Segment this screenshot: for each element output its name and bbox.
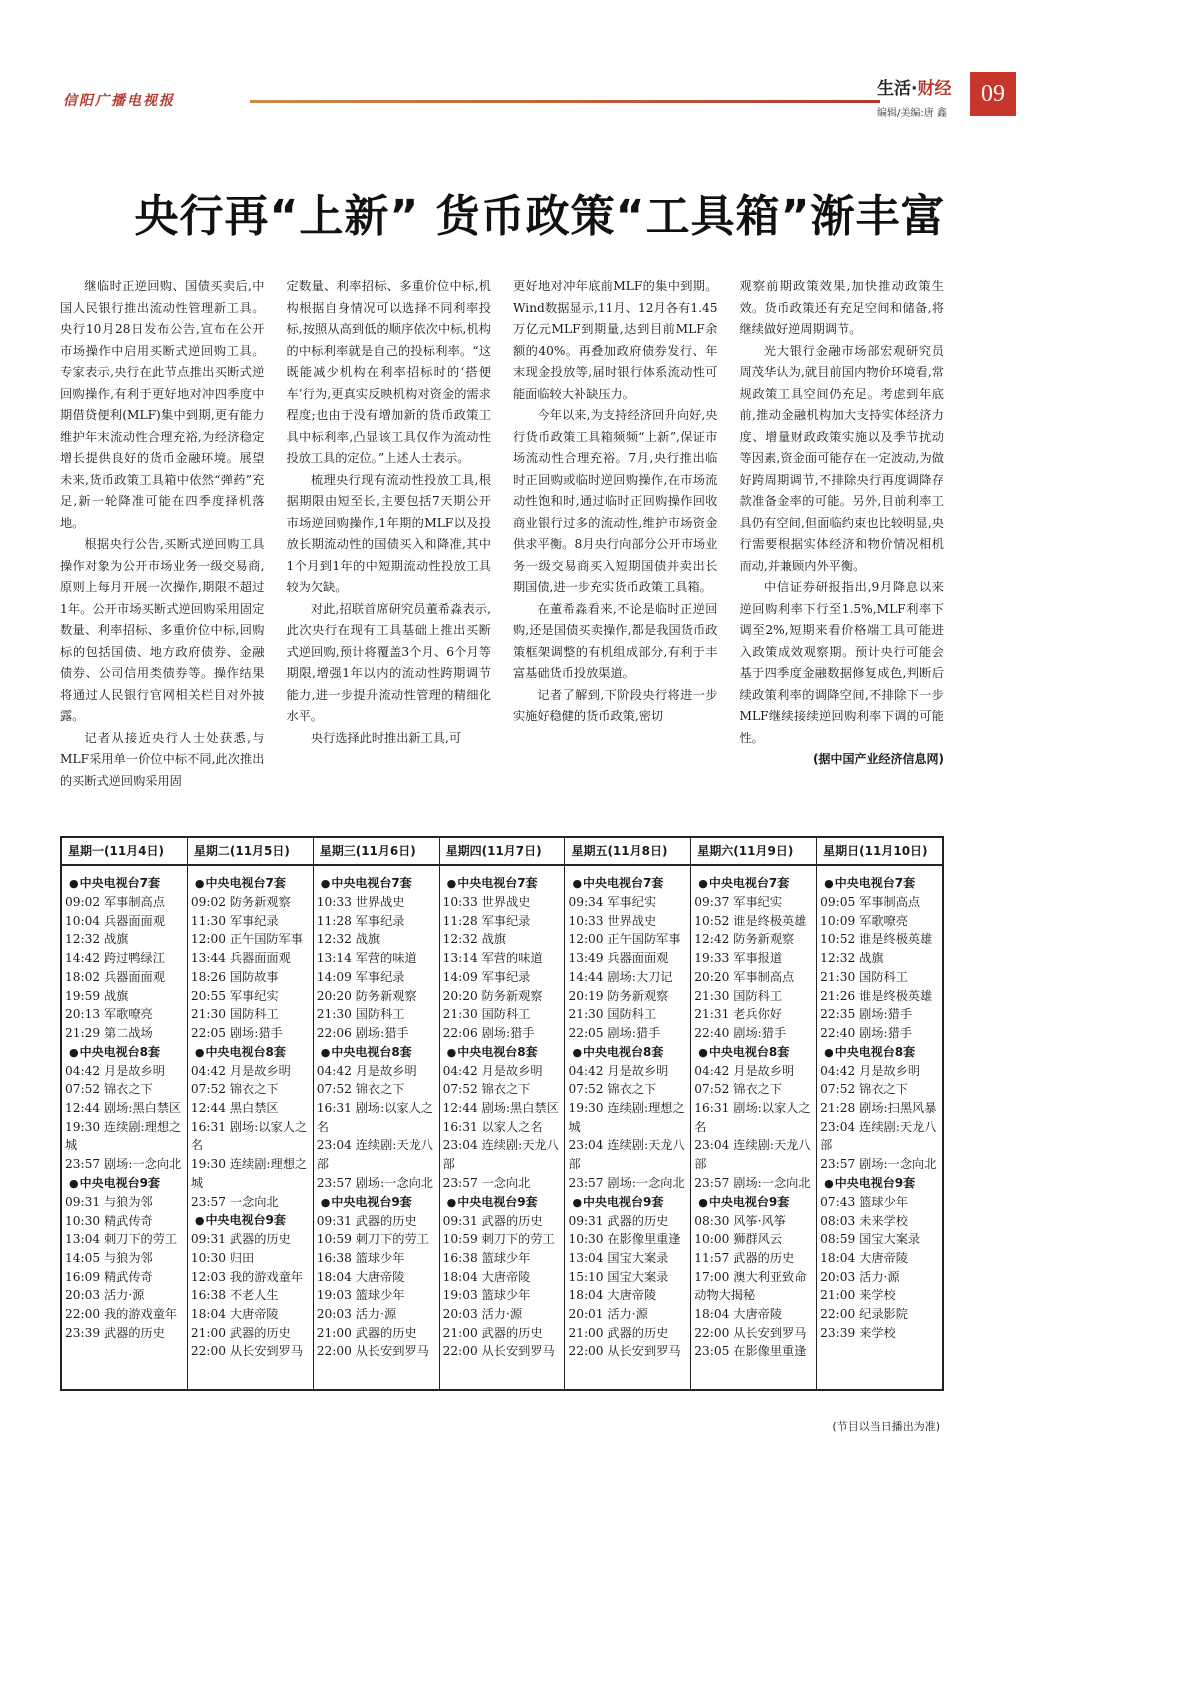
program-entry: 23:57 剧场:一念向北 <box>820 1157 937 1172</box>
article-column <box>287 276 492 792</box>
bullet-icon: ● <box>320 1195 331 1209</box>
channel-label: 中央电视台9套 <box>457 1194 538 1209</box>
program-entry: 09:31 武器的历史 <box>568 1213 669 1228</box>
channel-name <box>65 1043 185 1062</box>
program-entry: 21:30 国防科工 <box>442 1007 531 1022</box>
channel-name <box>317 1043 437 1062</box>
program-entry: 16:31 以家人之名 <box>442 1119 543 1134</box>
schedule-day <box>565 838 691 1389</box>
program-entry: 18:04 大唐帝陵 <box>190 1307 279 1322</box>
program-entry: 23:57 剧场:一念向北 <box>316 1175 433 1190</box>
program-entry: 07:43 篮球少年 <box>820 1194 908 1209</box>
bullet-icon: ● <box>446 1195 457 1209</box>
program-entry: 10:52 谁是终极英雄 <box>820 932 933 947</box>
program-entry: 19:59 战旗 <box>65 988 129 1003</box>
masthead-rule <box>250 100 880 103</box>
channel-label: 中央电视台7套 <box>205 876 286 890</box>
section-accent: 财经 <box>917 79 952 99</box>
program-entry: 08:59 国宝大案录 <box>820 1232 921 1247</box>
schedule-day <box>314 838 440 1389</box>
program-entry: 17:00 澳大利亚致命动物大揭秘 <box>694 1269 807 1303</box>
channel-name <box>694 874 814 893</box>
program-entry: 07:52 锦衣之下 <box>820 1082 908 1097</box>
program-entry: 10:09 军歌嘹亮 <box>820 913 908 928</box>
program-entry: 23:39 来学校 <box>820 1325 896 1340</box>
program-entry: 20:13 军歌嘹亮 <box>65 1007 153 1022</box>
program-entry: 23:04 连续剧:天龙八部 <box>442 1138 559 1172</box>
program-entry: 10:59 刺刀下的劳工 <box>442 1232 555 1247</box>
channel-name <box>568 1043 688 1062</box>
program-entry: 21:30 国防科工 <box>190 1007 279 1022</box>
bullet-icon: ● <box>320 1045 331 1059</box>
program-entry: 21:30 国防科工 <box>694 988 783 1003</box>
program-entry: 23:04 连续剧:天龙八部 <box>316 1138 433 1172</box>
program-entry: 22:40 剧场:猎手 <box>820 1025 913 1040</box>
headline: 央行再“上新” 货币政策“工具箱”渐丰富 <box>134 191 946 242</box>
program-entry: 20:20 防务新观察 <box>442 988 543 1003</box>
program-entry: 22:35 剧场:猎手 <box>820 1007 913 1022</box>
program-entry: 12:32 战旗 <box>316 932 381 947</box>
program-entry: 09:05 军事制高点 <box>820 895 921 909</box>
channel-name <box>820 1174 940 1193</box>
channel-label: 中央电视台9套 <box>583 1194 664 1209</box>
paper-name: 信阳广播电视报 <box>63 93 175 109</box>
program-entry: 08:03 未来学校 <box>820 1213 908 1228</box>
bullet-icon: ● <box>698 877 708 890</box>
program-entry: 09:02 防务新观察 <box>190 895 291 909</box>
article-paragraph: 记者了解到,下阶段央行将进一步实施好稳健的货币政策,密切 <box>513 687 718 723</box>
program-entry: 20:03 活力·源 <box>820 1269 900 1284</box>
article-column <box>513 276 718 792</box>
article-paragraph: 观察前期政策效果,加快推动政策生效。货币政策还有充足空间和储备,将继续做好逆周期调节。 <box>739 279 944 336</box>
bullet-icon: ● <box>69 1045 79 1059</box>
program-entry: 21:29 第二战场 <box>65 1025 153 1040</box>
program-entry: 19:30 连续剧:理想之城 <box>190 1157 308 1190</box>
program-entry: 12:32 战旗 <box>820 951 884 966</box>
bullet-icon: ● <box>824 1176 834 1190</box>
bullet-icon: ● <box>824 877 834 890</box>
channel-label: 中央电视台8套 <box>79 1044 160 1059</box>
channel-name <box>191 874 311 893</box>
program-entry: 04:42 月是故乡明 <box>190 1063 291 1078</box>
bullet-icon: ● <box>194 877 205 890</box>
program-entry: 04:42 月是故乡明 <box>568 1063 669 1078</box>
program-entry: 22:00 从长安到罗马 <box>190 1344 303 1359</box>
schedule-note: (节目以当日播出为准) <box>832 1420 940 1433</box>
program-entry: 13:04 国宝大案录 <box>568 1250 669 1265</box>
program-entry: 20:03 活力·源 <box>65 1288 145 1303</box>
day-listing <box>817 866 942 1342</box>
channel-name <box>191 1211 311 1230</box>
program-entry: 15:10 国宝大案录 <box>568 1269 669 1284</box>
program-entry: 04:42 月是故乡明 <box>820 1063 921 1078</box>
program-entry: 12:00 正午国防军事 <box>190 932 303 947</box>
channel-label: 中央电视台7套 <box>457 876 538 890</box>
article-paragraph: 根据央行公告,买断式逆回购工具操作对象为公开市场业务一级交易商,原则上每月开展一次操作,期限不超过1年。公开市场买断式逆回购采用固定数量、利率招标、多重价位中标,回购标的包括国债、地方政府债券、金融债券、公司信用类债券等。操作结果将通过人民银行官网相关栏目对外披露。 <box>60 537 265 723</box>
day-header: 星期五(11月8日) <box>565 838 690 866</box>
program-entry: 13:44 兵器面面观 <box>190 951 291 966</box>
program-entry: 23:05 在影像里重逢 <box>694 1344 807 1359</box>
channel-label: 中央电视台7套 <box>79 876 160 890</box>
program-entry: 23:57 剧场:一念向北 <box>65 1157 182 1172</box>
program-entry: 10:59 刺刀下的劳工 <box>316 1232 429 1247</box>
channel-name <box>568 874 688 893</box>
bullet-icon: ● <box>572 1045 583 1059</box>
program-entry: 21:26 谁是终极英雄 <box>820 988 933 1003</box>
day-header: 星期一(11月4日) <box>62 838 187 866</box>
day-listing <box>314 866 439 1361</box>
program-entry: 23:57 一念向北 <box>190 1194 279 1209</box>
program-entry: 11:28 军事纪录 <box>442 913 531 928</box>
program-entry: 23:39 武器的历史 <box>65 1325 165 1340</box>
bullet-icon: ● <box>446 877 457 890</box>
channel-name <box>317 1193 437 1212</box>
day-header: 星期日(11月10日) <box>817 838 942 866</box>
bullet-icon: ● <box>698 1195 708 1209</box>
program-entry: 21:00 武器的历史 <box>316 1325 417 1340</box>
channel-name <box>191 1043 311 1062</box>
program-entry: 20:03 活力·源 <box>316 1307 397 1322</box>
channel-label: 中央电视台9套 <box>708 1194 790 1209</box>
program-entry: 07:52 锦衣之下 <box>316 1082 405 1097</box>
article-paragraph: 更好地对冲年底前MLF的集中到期。Wind数据显示,11月、12月各有1.45万亿元MLF到期量,达到目前MLF余额的40%。再叠加政府债券发行、年末现金投放等,届时银行体系流动性可能面临较大补缺压力。 <box>513 279 718 401</box>
program-entry: 23:04 连续剧:天龙八部 <box>820 1119 937 1153</box>
channel-label: 中央电视台7套 <box>708 876 790 890</box>
program-entry: 18:04 大唐帝陵 <box>442 1269 531 1284</box>
article-body <box>60 276 944 792</box>
article-paragraph: 梳理央行现有流动性投放工具,根据期限由短至长,主要包括7天期公开市场逆回购操作,1年期的MLF以及投放长期流动性的国债买入和降准,其中1个月到1年的中短期流动性投放工具较为欠缺。 <box>286 472 491 594</box>
bullet-icon: ● <box>572 877 583 890</box>
article-paragraph: 继临时正逆回购、国债买卖后,中国人民银行推出流动性管理新工具。央行10月28日发布公告,宣布在公开市场操作中启用买断式逆回购工具。专家表示,央行在此节点推出买断式逆回购操作,有利于更好地对冲四季度中期借贷便利(MLF)集中到期,更有能力维护年末流动性合理充裕,为经济稳定增长提供良好的货币金融环境。展望未来,货币政策工具箱中依然“弹药”充足,新一轮降准可能在四季度择机落地。 <box>60 279 265 530</box>
program-entry: 22:00 从长安到罗马 <box>568 1344 681 1359</box>
program-entry: 23:04 连续剧:天龙八部 <box>694 1138 811 1172</box>
program-entry: 10:00 狮群风云 <box>694 1232 783 1247</box>
day-listing <box>62 866 187 1342</box>
program-entry: 09:31 武器的历史 <box>316 1213 417 1228</box>
program-entry: 16:31 剧场:以家人之名 <box>190 1119 308 1153</box>
program-entry: 14:42 跨过鸭绿江 <box>65 951 165 966</box>
program-entry: 07:52 锦衣之下 <box>442 1082 531 1097</box>
bullet-icon: ● <box>698 1045 708 1059</box>
program-entry: 09:31 武器的历史 <box>190 1232 291 1247</box>
section-title <box>877 74 951 99</box>
program-entry: 10:33 世界战史 <box>442 895 531 909</box>
channel-name <box>694 1043 814 1062</box>
channel-name <box>694 1193 814 1212</box>
program-entry: 09:37 军事纪实 <box>694 895 783 909</box>
article-column <box>60 276 265 792</box>
program-entry: 11:30 军事纪录 <box>190 913 279 928</box>
program-entry: 10:33 世界战史 <box>568 913 657 928</box>
program-entry: 18:04 大唐帝陵 <box>568 1288 657 1303</box>
channel-label: 中央电视台9套 <box>834 1175 916 1190</box>
program-entry: 19:30 连续剧:理想之城 <box>568 1101 685 1134</box>
channel-name <box>568 1193 688 1212</box>
program-entry: 18:04 大唐帝陵 <box>316 1269 405 1284</box>
article-paragraph: 记者从接近央行人士处获悉,与MLF采用单一价位中标不同,此次推出的买断式逆回购采用固 <box>60 730 265 788</box>
program-entry: 10:04 兵器面面观 <box>65 913 165 928</box>
channel-name <box>317 874 437 893</box>
program-entry: 23:57 一念向北 <box>442 1175 531 1190</box>
program-entry: 04:42 月是故乡明 <box>65 1063 165 1078</box>
program-entry: 20:20 防务新观察 <box>316 988 417 1003</box>
program-entry: 22:06 剧场:猎手 <box>316 1025 409 1040</box>
bullet-icon: ● <box>194 1214 205 1228</box>
program-entry: 09:31 武器的历史 <box>442 1213 543 1228</box>
day-listing <box>440 866 565 1361</box>
program-entry: 09:34 军事纪实 <box>568 895 657 909</box>
program-entry: 16:31 剧场:以家人之名 <box>316 1101 433 1134</box>
tv-schedule <box>60 836 944 1391</box>
program-entry: 08:30 风筝·风筝 <box>694 1213 786 1228</box>
program-entry: 23:57 剧场:一念向北 <box>694 1175 811 1190</box>
program-entry: 04:42 月是故乡明 <box>694 1063 795 1078</box>
program-entry: 20:55 军事纪实 <box>190 988 279 1003</box>
program-entry: 18:02 兵器面面观 <box>65 969 165 984</box>
program-entry: 19:03 篮球少年 <box>442 1288 531 1303</box>
day-listing <box>691 866 816 1361</box>
channel-label: 中央电视台8套 <box>205 1044 286 1059</box>
article-paragraph: 定数量、利率招标、多重价位中标,机构根据自身情况可以选择不同利率投标,按照从高到低的顺序依次中标,机构的中标利率就是自己的投标利率。“这既能减少机构在利率招标时的‘搭便车’行为,更真实反映机构对资金的需求程度;也由于没有增加新的货币政策工具中标利率,凸显该工具仅作为流动性投放工具的定位。”上述人士表示。 <box>286 279 491 465</box>
program-entry: 20:20 军事制高点 <box>694 969 795 984</box>
channel-label: 中央电视台8套 <box>834 1044 916 1059</box>
program-entry: 16:09 精武传奇 <box>65 1269 153 1284</box>
program-entry: 18:04 大唐帝陵 <box>820 1250 908 1265</box>
editor-credit: 编辑/美编:唐 鑫 <box>877 108 947 119</box>
program-entry: 14:09 军事纪录 <box>316 969 405 984</box>
program-entry: 14:09 军事纪录 <box>442 969 531 984</box>
program-entry: 16:31 剧场:以家人之名 <box>694 1101 811 1134</box>
channel-name <box>65 874 185 893</box>
article-paragraph: 在董希淼看来,不论是临时正逆回购,还是国债买卖操作,都是我国货币政策框架调整的有机组成部分,有利于丰富基础货币投放渠道。 <box>513 601 718 680</box>
section-main: 生活· <box>877 79 918 99</box>
day-header: 星期三(11月6日) <box>314 838 439 866</box>
bullet-icon: ● <box>572 1195 583 1209</box>
program-entry: 07:52 锦衣之下 <box>65 1082 153 1097</box>
article-paragraph: 中信证券研报指出,9月降息以来逆回购利率下行至1.5%,MLF利率下调至2%,短期来看价格端工具可能进入政策成效观察期。预计央行可能会基于四季度金融数据修复成色,判断后续政策利率的调降空间,不排除下一步MLF继续接续逆回购利率下调的可能性。 <box>739 580 944 745</box>
program-entry: 12:44 黑白禁区 <box>190 1101 279 1116</box>
bullet-icon: ● <box>446 1045 457 1059</box>
channel-name <box>443 874 563 893</box>
program-entry: 21:00 来学校 <box>820 1288 896 1303</box>
channel-label: 中央电视台9套 <box>205 1213 286 1228</box>
channel-name <box>820 1043 940 1062</box>
program-entry: 22:40 剧场:猎手 <box>694 1025 787 1040</box>
program-entry: 21:00 武器的历史 <box>568 1325 669 1340</box>
article-paragraph: 光大银行金融市场部宏观研究员周茂华认为,就目前国内物价环境看,常规政策工具空间仍充足。考虑到年底前,推动金融机构加大支持实体经济力度、增量财政政策实施以及季节扰动等因素,资金面可能存在一定波动,为做好跨周期调节,不排除央行再度调降存款准备金率的可能。另外,目前利率工具仍有空间,但面临约束也比较明显,央行需要根据实体经济和物价情况相机而动,并兼顾内外平衡。 <box>739 343 944 573</box>
program-entry: 14:05 与狼为邻 <box>65 1250 153 1265</box>
channel-label: 中央电视台8套 <box>457 1044 538 1059</box>
program-entry: 21:31 老兵你好 <box>694 1007 783 1022</box>
program-entry: 07:52 锦衣之下 <box>190 1082 279 1097</box>
channel-label: 中央电视台8套 <box>331 1044 412 1059</box>
program-entry: 22:06 剧场:猎手 <box>442 1025 535 1040</box>
program-entry: 07:52 锦衣之下 <box>694 1082 783 1097</box>
channel-name <box>443 1193 563 1212</box>
program-entry: 12:32 战旗 <box>442 932 506 947</box>
program-entry: 19:03 篮球少年 <box>316 1288 405 1303</box>
program-entry: 16:38 不老人生 <box>190 1288 279 1303</box>
schedule-day <box>691 838 817 1389</box>
program-entry: 13:04 刺刀下的劳工 <box>65 1232 178 1247</box>
bullet-icon: ● <box>824 1045 834 1059</box>
bullet-icon: ● <box>194 1045 205 1059</box>
program-entry: 21:30 国防科工 <box>568 1007 657 1022</box>
program-entry: 09:31 与狼为邻 <box>65 1194 153 1209</box>
program-entry: 20:03 活力·源 <box>442 1307 523 1322</box>
program-entry: 23:04 连续剧:天龙八部 <box>568 1138 685 1172</box>
program-entry: 14:44 剧场:大刀记 <box>568 969 673 984</box>
day-listing <box>188 866 313 1361</box>
article-paragraph: 对此,招联首席研究员董希淼表示,此次央行在现有工具基础上推出买断式逆回购,预计将覆盖3个月、6个月等期限,增强1年以内的流动性跨期调节能力,进一步提升流动性管理的精细化水平。 <box>286 601 491 723</box>
schedule-day <box>817 838 942 1389</box>
program-entry: 18:04 大唐帝陵 <box>694 1307 783 1322</box>
bullet-icon: ● <box>320 877 331 890</box>
program-entry: 22:00 我的游戏童年 <box>65 1307 178 1322</box>
article-paragraph: 央行选择此时推出新工具,可 <box>310 730 462 745</box>
program-entry: 13:49 兵器面面观 <box>568 951 669 966</box>
program-entry: 10:30 精武传奇 <box>65 1213 153 1228</box>
program-entry: 22:00 从长安到罗马 <box>694 1325 807 1340</box>
program-entry: 12:32 战旗 <box>65 932 129 947</box>
bullet-icon: ● <box>69 1176 79 1190</box>
program-entry: 16:38 篮球少年 <box>316 1250 405 1265</box>
channel-label: 中央电视台7套 <box>583 876 664 890</box>
program-entry: 12:42 防务新观察 <box>694 932 795 947</box>
program-entry: 16:38 篮球少年 <box>442 1250 531 1265</box>
program-entry: 04:42 月是故乡明 <box>316 1063 417 1078</box>
schedule-day <box>188 838 314 1389</box>
channel-label: 中央电视台7套 <box>834 876 916 890</box>
program-entry: 20:01 活力·源 <box>568 1307 648 1322</box>
channel-label: 中央电视台8套 <box>708 1044 790 1059</box>
program-entry: 10:33 世界战史 <box>316 895 405 909</box>
day-header: 星期二(11月5日) <box>188 838 313 866</box>
schedule-day <box>62 838 188 1389</box>
program-entry: 19:33 军事报道 <box>694 951 783 966</box>
article-source: (据中国产业经济信息网) <box>813 752 944 766</box>
bullet-icon: ● <box>69 877 79 890</box>
program-entry: 23:57 剧场:一念向北 <box>568 1175 685 1190</box>
channel-label: 中央电视台8套 <box>583 1044 664 1059</box>
channel-name <box>443 1043 563 1062</box>
program-entry: 11:57 武器的历史 <box>694 1250 795 1265</box>
program-entry: 04:42 月是故乡明 <box>442 1063 543 1078</box>
channel-label: 中央电视台9套 <box>331 1194 412 1209</box>
program-entry: 12:00 正午国防军事 <box>568 932 681 947</box>
program-entry: 21:30 国防科工 <box>820 969 908 984</box>
program-entry: 21:00 武器的历史 <box>442 1325 543 1340</box>
program-entry: 21:28 剧场:扫黑风暴 <box>820 1101 937 1116</box>
program-entry: 22:00 纪录影院 <box>820 1307 908 1322</box>
program-entry: 21:30 国防科工 <box>316 1007 405 1022</box>
channel-label: 中央电视台9套 <box>79 1175 160 1190</box>
program-entry: 20:19 防务新观察 <box>568 988 669 1003</box>
program-entry: 22:05 剧场:猎手 <box>190 1025 283 1040</box>
program-entry: 07:52 锦衣之下 <box>568 1082 657 1097</box>
channel-name <box>65 1174 185 1193</box>
program-entry: 13:14 军营的味道 <box>316 951 417 966</box>
channel-name <box>820 874 940 893</box>
program-entry: 18:26 国防故事 <box>190 969 279 984</box>
day-header: 星期四(11月7日) <box>440 838 565 866</box>
program-entry: 10:30 归田 <box>190 1250 255 1265</box>
program-entry: 10:30 在影像里重逢 <box>568 1232 681 1247</box>
program-entry: 10:52 谁是终极英雄 <box>694 913 807 928</box>
program-entry: 21:00 武器的历史 <box>190 1325 291 1340</box>
day-listing <box>565 866 690 1361</box>
program-entry: 13:14 军营的味道 <box>442 951 543 966</box>
program-entry: 12:03 我的游戏童年 <box>190 1269 303 1284</box>
channel-label: 中央电视台7套 <box>331 876 412 890</box>
article-paragraph: 今年以来,为支持经济回升向好,央行货币政策工具箱频频“上新”,保证市场流动性合理充裕。7月,央行推出临时正回购或临时逆回购操作,在市场流动性饱和时,通过临时正回购操作回收商业银行过多的流动性,维护市场资金供求平衡。8月央行向部分公开市场业务一级交易商买入短期国债并卖出长期国债,进一步充实货币政策工具箱。 <box>513 408 718 594</box>
day-header: 星期六(11月9日) <box>691 838 816 866</box>
masthead <box>60 72 1025 122</box>
program-entry: 12:44 剧场:黑白禁区 <box>442 1101 559 1116</box>
page-number: 09 <box>970 72 1016 116</box>
program-entry: 11:28 军事纪录 <box>316 913 405 928</box>
program-entry: 09:02 军事制高点 <box>65 895 165 909</box>
schedule-day <box>440 838 566 1389</box>
program-entry: 22:00 从长安到罗马 <box>442 1344 555 1359</box>
program-entry: 19:30 连续剧:理想之城 <box>65 1119 182 1153</box>
program-entry: 12:44 剧场:黑白禁区 <box>65 1101 182 1116</box>
program-entry: 22:00 从长安到罗马 <box>316 1344 429 1359</box>
program-entry: 22:05 剧场:猎手 <box>568 1025 661 1040</box>
article-column <box>740 276 945 792</box>
